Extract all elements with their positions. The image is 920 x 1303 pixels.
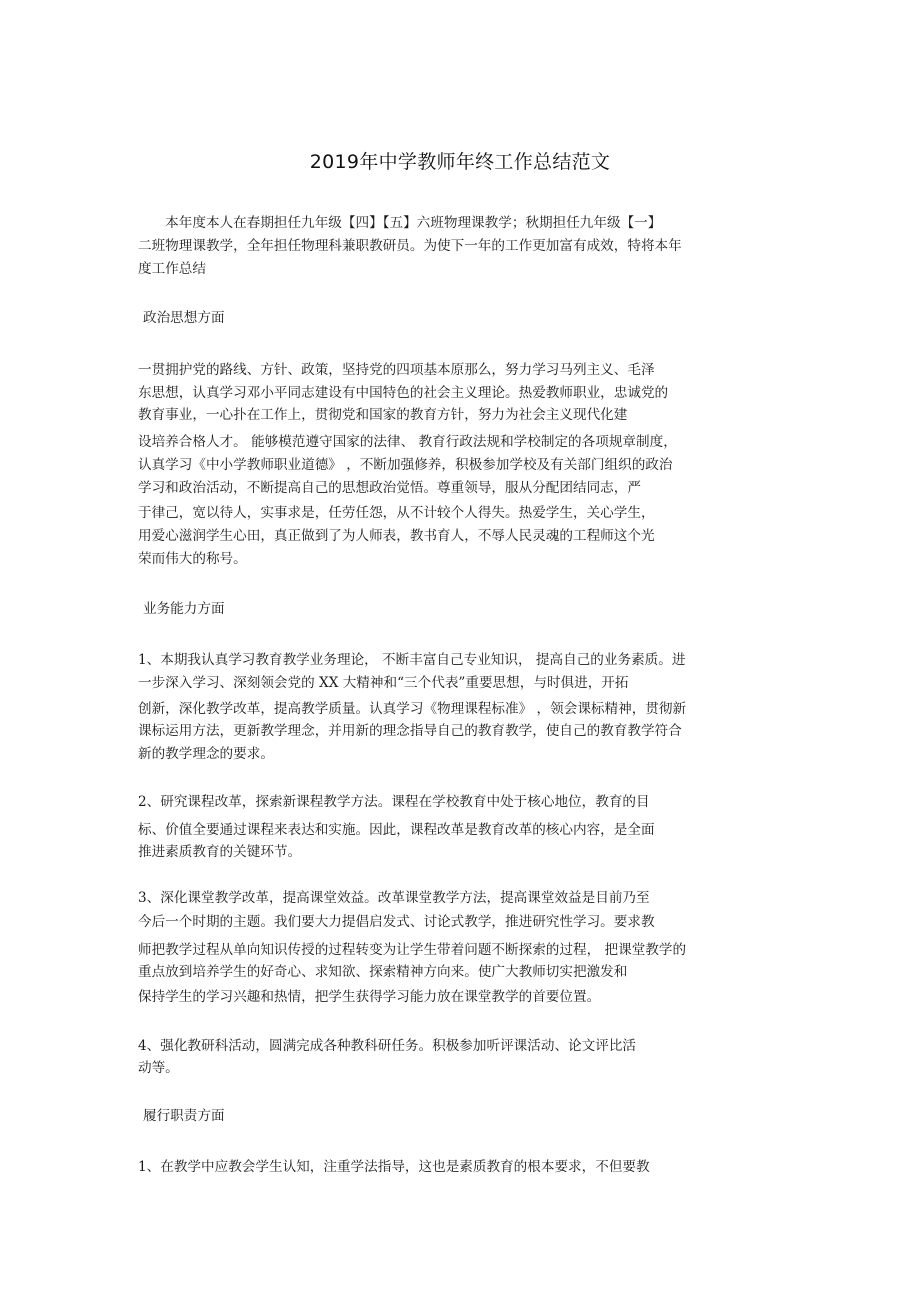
text-line: 1、在教学中应教会学生认知，注重学法指导，这也是素质教育的根本要求，不但要教 bbox=[138, 1159, 650, 1175]
text-line: 动等。 bbox=[138, 1060, 179, 1076]
text-line: 新的教学理念的要求。 bbox=[138, 746, 274, 762]
text-line: 保持学生的学习兴趣和热情，把学生获得学习能力放在课堂教学的首要位置。 bbox=[138, 989, 601, 1005]
text-line: 今后一个时期的主题。我们要大力提倡启发式、讨论式教学，推进研究性学习。要求教 bbox=[138, 914, 655, 930]
section-heading-duties: 履行职责方面 bbox=[143, 1108, 225, 1124]
text-line: 师把教学过程从单向知识传授的过程转变为让学生带着问题不断探索的过程， 把课堂教学的 bbox=[138, 942, 687, 958]
text-line: 创新，深化教学改革，提高教学质量。认真学习《物理课程标准》 ，领会课标精神，贯彻新 bbox=[138, 701, 687, 717]
text-line: 一贯拥护党的路线、方针、政策，坚持党的四项基本原那么，努力学习马列主义、毛泽 bbox=[138, 362, 655, 378]
text-line: 标、价值全要通过课程来表达和实施。因此，课程改革是教育改革的核心内容，是全面 bbox=[138, 822, 655, 838]
document-title: 2019年中学教师年终工作总结范文 bbox=[309, 151, 611, 173]
text-line: 认真学习《中小学教师职业道德》 ，不断加强修养，积极参加学校及有关部门组织的政治 bbox=[138, 457, 673, 473]
text-line: 学习和政治活动，不断提高自己的思想政治觉悟。尊重领导，服从分配团结同志，严 bbox=[138, 480, 641, 496]
text-line: 重点放到培养学生的好奇心、求知欲、探索精神方向来。使广大教师切实把激发和 bbox=[138, 964, 628, 980]
text-line: 荣而伟大的称号。 bbox=[138, 551, 247, 567]
section-heading-professional: 业务能力方面 bbox=[143, 601, 225, 617]
text-line: 设培养合格人才。 能够模范遵守国家的法律、 教育行政法规和学校制定的各项规章制度， bbox=[138, 434, 677, 450]
text-line: 于律己，宽以待人，实事求是，任劳任怨，从不计较个人得失。热爱学生，关心学生， bbox=[138, 505, 655, 521]
section-heading-political: 政治思想方面 bbox=[143, 310, 225, 326]
text-line: 推进素质教育的关键环节。 bbox=[138, 844, 302, 860]
text-line: 本年度本人在春期担任九年级【四】【五】六班物理课教学；秋期担任九年级【一】 bbox=[138, 215, 662, 231]
text-line: 教育事业，一心扑在工作上，贯彻党和国家的教育方针，努力为社会主义现代化建 bbox=[138, 407, 628, 423]
text-line: 用爱心滋润学生心田，真正做到了为人师表，教书育人，不辱人民灵魂的工程师这个光 bbox=[138, 528, 655, 544]
text-line: 3、深化课堂教学改革，提高课堂效益。改革课堂教学方法，提高课堂效益是目前乃至 bbox=[138, 890, 650, 906]
text-line: 度工作总结 bbox=[138, 261, 206, 277]
text-line: 1、本期我认真学习教育教学业务理论， 不断丰富自己专业知识， 提高自己的业务素质。进 bbox=[138, 652, 686, 668]
text-line: 课标运用方法，更新教学理念，并用新的理念指导自己的教育教学，使自己的教育教学符合 bbox=[138, 723, 682, 739]
text-line: 东思想，认真学习邓小平同志建设有中国特色的社会主义理论。热爱教师职业，忠诚党的 bbox=[138, 385, 669, 401]
text-line: 4、强化教研科活动，圆满完成各种教科研任务。积极参加听评课活动、论文评比活 bbox=[138, 1038, 637, 1054]
text-line: 二班物理课教学，全年担任物理科兼职教研员。为使下一年的工作更加富有成效，特将本年 bbox=[138, 238, 682, 254]
text-line: 2、研究课程改革，探索新课程教学方法。课程在学校教育中处于核心地位，教育的目 bbox=[138, 794, 650, 810]
text-line: 一步深入学习、深刻领会党的 XX 大精神和“三个代表”重要思想，与时俱进，开拓 bbox=[138, 675, 629, 691]
